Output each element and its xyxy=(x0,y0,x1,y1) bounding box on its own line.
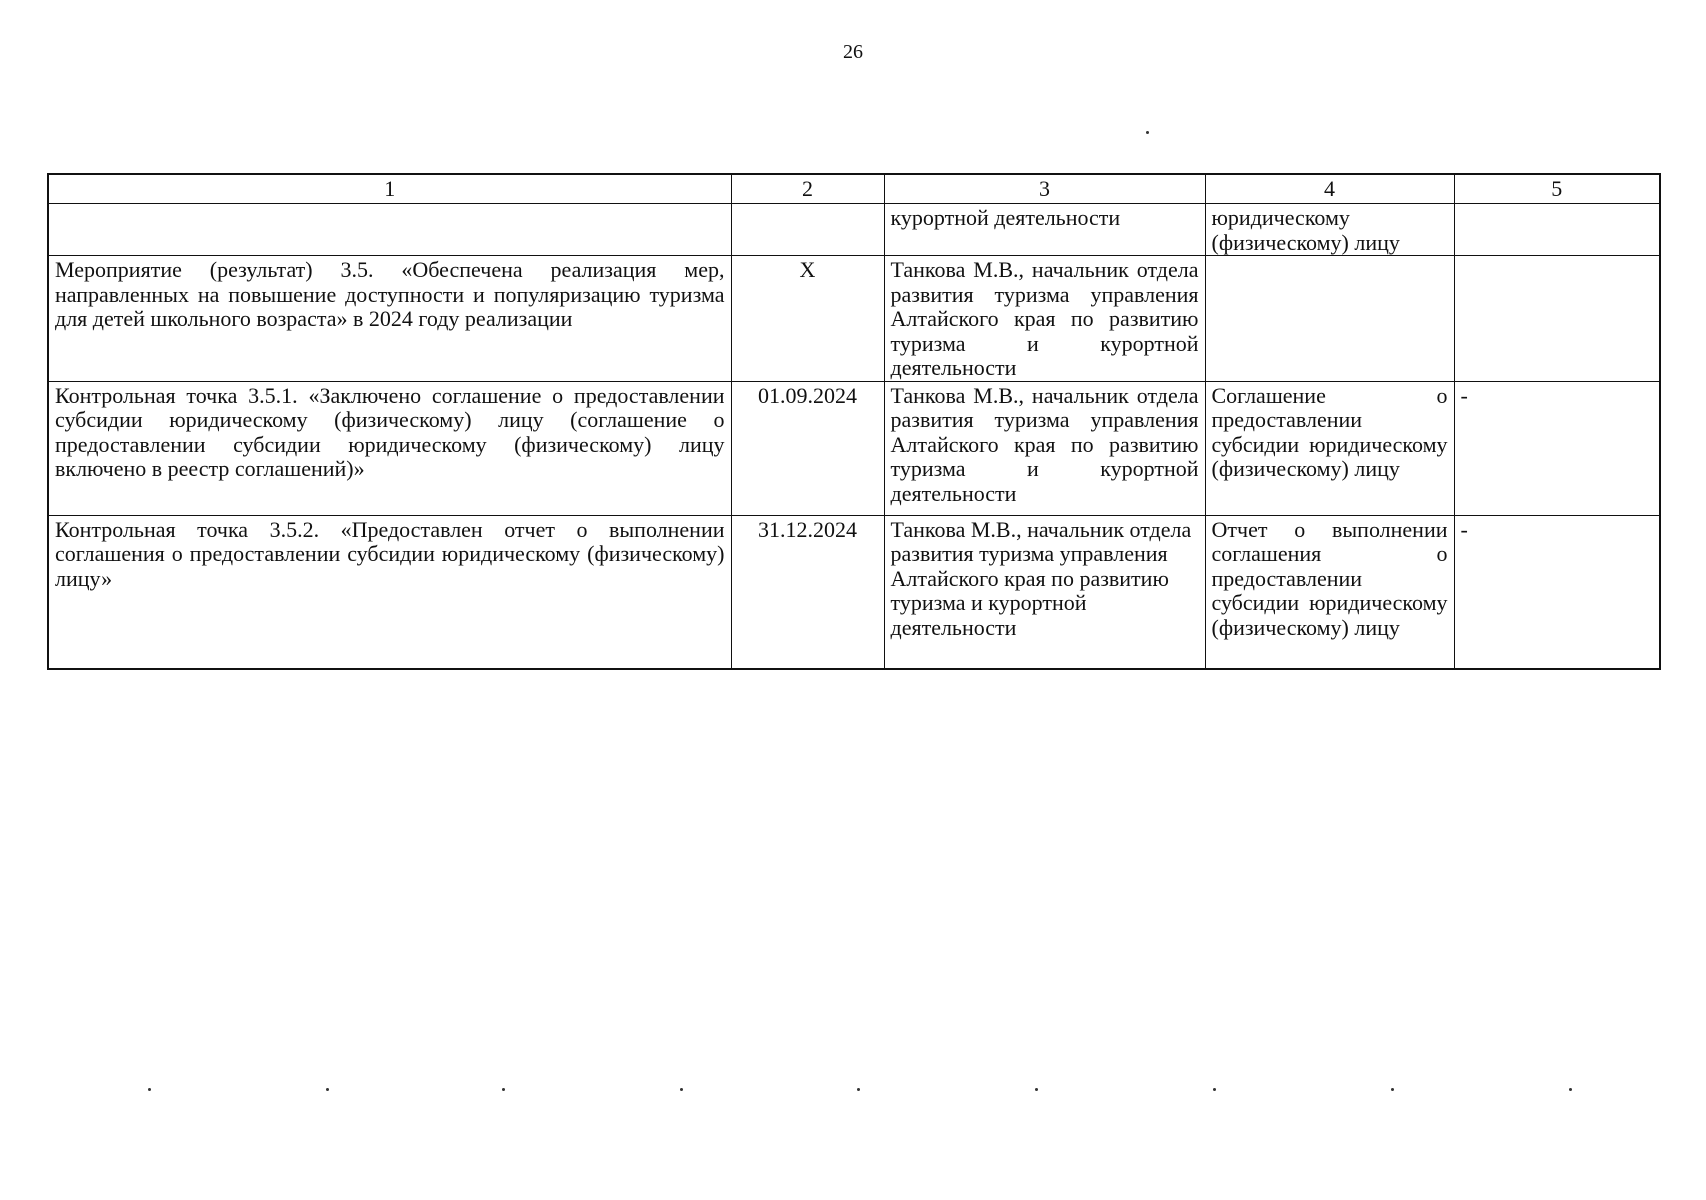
cell-document xyxy=(1205,256,1454,382)
cell-note xyxy=(1454,204,1660,256)
column-header-1: 1 xyxy=(48,174,731,204)
scan-speck xyxy=(326,1088,329,1091)
table-row xyxy=(48,515,1660,669)
cell-date: X xyxy=(731,256,884,382)
column-header-5: 5 xyxy=(1454,174,1660,204)
cell-activity: Контрольная точка 3.5.1. «Заключено соглашение о предоставлении субсидии юридическому (физическому) лицу (соглашение о предоставлении субсидии юридическому (физическому) лицу включено в реестр соглашений)» xyxy=(48,381,731,515)
cell-responsible: курортной деятельности xyxy=(884,204,1205,256)
table-row xyxy=(48,256,1660,382)
scan-speck xyxy=(857,1088,860,1091)
table-row xyxy=(48,381,1660,515)
cell-activity: Контрольная точка 3.5.2. «Предоставлен отчет о выполнении соглашения о предоставлении субсидии юридическому (физическому) лицу» xyxy=(48,515,731,669)
plan-table xyxy=(47,173,1661,670)
cell-activity: Мероприятие (результат) 3.5. «Обеспечена реализация мер, направленных на повышение доступности и популяризацию туризма для детей школьного возраста» в 2024 году реализации xyxy=(48,256,731,382)
cell-note: - xyxy=(1454,381,1660,515)
cell-activity xyxy=(48,204,731,256)
table-row xyxy=(48,204,1660,256)
scan-speck xyxy=(1146,131,1149,134)
table-header-row xyxy=(48,174,1660,204)
cell-date xyxy=(731,204,884,256)
cell-date: 31.12.2024 xyxy=(731,515,884,669)
scan-speck xyxy=(1213,1088,1216,1091)
column-header-3: 3 xyxy=(884,174,1205,204)
scan-speck xyxy=(680,1088,683,1091)
cell-date: 01.09.2024 xyxy=(731,381,884,515)
scan-speck xyxy=(1035,1088,1038,1091)
column-header-2: 2 xyxy=(731,174,884,204)
scan-speck xyxy=(502,1088,505,1091)
column-header-4: 4 xyxy=(1205,174,1454,204)
scan-speck xyxy=(148,1088,151,1091)
cell-responsible: Танкова М.В., начальник отдела развития туризма управления Алтайского края по развитию туризма и курортной деятельности xyxy=(884,381,1205,515)
cell-responsible: Танкова М.В., начальник отдела развития туризма управления Алтайского края по развитию туризма и курортной деятельности xyxy=(884,256,1205,382)
cell-document: Отчет о выполнении соглашения о предоставлении субсидии юридическому (физическому) лицу xyxy=(1205,515,1454,669)
cell-note xyxy=(1454,256,1660,382)
scan-speck xyxy=(1391,1088,1394,1091)
cell-responsible: Танкова М.В., начальник отдела развития туризма управления Алтайского края по развитию туризма и курортной деятельности xyxy=(884,515,1205,669)
page-number: 26 xyxy=(843,41,863,63)
scan-speck xyxy=(1569,1088,1572,1091)
cell-document: юридическому (физическому) лицу xyxy=(1205,204,1454,256)
cell-document: Соглашение о предоставлении субсидии юридическому (физическому) лицу xyxy=(1205,381,1454,515)
cell-note: - xyxy=(1454,515,1660,669)
